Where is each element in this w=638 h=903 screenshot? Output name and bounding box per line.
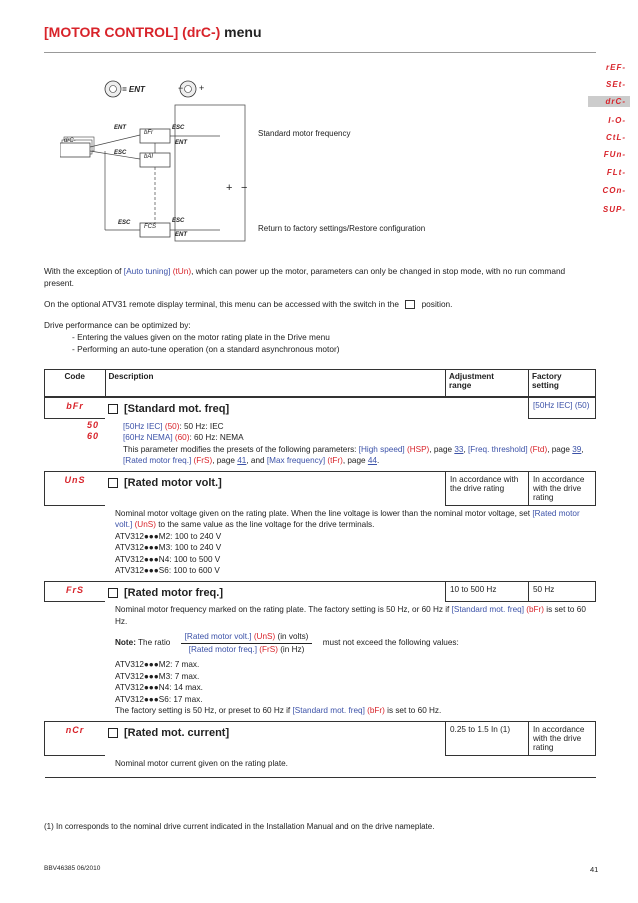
- parameter-table: [44, 369, 596, 778]
- side-menu-set[interactable]: SEt-: [606, 80, 626, 89]
- ratio-fraction: $\frac{\text{[Rated motor volt.] (UnS) (in volts)}}{\text{[Rated motor freq.] (FrS) (in Hz)}}$: [181, 631, 313, 655]
- svg-text:−: −: [178, 83, 184, 93]
- diagram-ent-1: ENT: [114, 125, 126, 131]
- ncr-adjustment: 0.25 to 1.5 In (1): [446, 721, 529, 755]
- code-ncr-cell: nCr: [45, 721, 106, 755]
- title-divider: [44, 52, 596, 53]
- side-menu-io[interactable]: I-O-: [608, 116, 626, 125]
- header-description: Description: [105, 370, 446, 398]
- code-bfr-cell: bFr: [45, 397, 106, 418]
- header-adjustment: Adjustment range: [446, 370, 529, 398]
- frs-note: Note: The ratio $\frac{\text{[Rated motor volt.] (UnS) (in volts)}}{\text{[Rated motor freq.] (FrS) (in Hz)}}$ must not exceed the following values:: [115, 632, 459, 654]
- svg-text:−: −: [241, 182, 248, 194]
- bfr-factory: [50Hz IEC] (50): [529, 397, 596, 418]
- diagram-esc-2: ESC: [114, 150, 127, 156]
- code-bai: bAI: [144, 154, 154, 160]
- footnote: (1) In corresponds to the nominal drive current indicated in the Installation Manual and on the drive nameplate.: [44, 822, 435, 831]
- knob-ent-icon: [105, 81, 121, 97]
- side-menu-drc[interactable]: drC-: [588, 96, 630, 107]
- footer-page-number: 41: [590, 865, 599, 874]
- table-header-row: [45, 370, 596, 398]
- table-row-frs: [45, 581, 596, 602]
- label-standard-freq: Standard motor frequency: [258, 129, 351, 138]
- bfr-subcodes: 50 60: [86, 419, 99, 441]
- intro-para-3: Drive performance can be optimized by:: [44, 320, 191, 330]
- diagram-esc-3: ESC: [118, 220, 131, 226]
- footer-docref: BBV46385 06/2010: [44, 865, 101, 872]
- code-frs-cell: FrS: [45, 581, 106, 602]
- ncr-description: Nominal motor current given on the rating plate.: [105, 755, 596, 778]
- diagram-esc-4: ESC: [172, 218, 185, 224]
- intro-bullet-1: - Entering the values given on the motor rating plate in the Drive menu: [72, 332, 330, 342]
- frs-adjustment: 10 to 500 Hz: [446, 581, 529, 602]
- table-row-bfr: [45, 397, 596, 418]
- svg-text:+: +: [199, 83, 205, 93]
- intro-bullet-2: - Performing an auto-tune operation (on a standard asynchronous motor): [72, 344, 340, 354]
- page-title: [44, 24, 262, 40]
- diagram-esc-1: ESC: [172, 125, 185, 131]
- code-drc: drC-: [64, 138, 76, 144]
- table-row-ncr: [45, 721, 596, 755]
- table-row-uns-body: [45, 505, 596, 581]
- table-row-frs-body: [45, 602, 596, 722]
- svg-text:+: +: [226, 182, 233, 194]
- code-uns-cell: UnS: [45, 471, 106, 505]
- uns-title: [Rated motor volt.]: [105, 471, 446, 505]
- checkbox-icon: [108, 404, 118, 414]
- intro-para-1: With the exception of [Auto tuning] (tUn), which can power up the motor, parameters can only be changed in stop mode, with no run command present.: [44, 266, 566, 288]
- diagram-ent-3: ENT: [175, 232, 187, 238]
- frs-description: Nominal motor frequency marked on the rating plate. The factory setting is 50 Hz, or 60 Hz if [Standard mot. freq] (bFr) is set to 60 Hz. Note: The ratio $\frac{\text{[Rated motor volt.] (UnS) (in volts)}}{\text{[Rated motor freq.] (FrS) (in Hz)}}$ must not exceed the following values: ATV312●●●M2: 7 max. ATV312●●●M3: 7 max. ATV312●●●N4: 14 max. ATV312●●●S6: 17 max. The factory setting is 50 Hz, or preset to 60 Hz if [Standard mot. freq] (bFr) is set to 60 Hz.: [105, 602, 596, 722]
- frs-title: [Rated motor freq.]: [105, 581, 446, 602]
- checkbox-icon: [108, 588, 118, 598]
- side-menu-con[interactable]: COn-: [602, 186, 626, 195]
- side-menu-ref[interactable]: rEF-: [606, 63, 626, 72]
- code-bfr: bFr: [144, 130, 153, 136]
- intro-para-2: On the optional ATV31 remote display terminal, this menu can be accessed with the switch in the position.: [44, 299, 453, 309]
- switch-lock-icon: [405, 300, 415, 309]
- table-row-bfr-body: [45, 418, 596, 471]
- label-return-factory: Return to factory settings/Restore configuration: [258, 224, 426, 233]
- bfr-description: [50Hz IEC] (50): 50 Hz: IEC [60Hz NEMA] (60): 60 Hz: NEMA This parameter modifies the presets of the following parameters: [High speed] (HSP), page 33, [Freq. threshold] (Ftd), page 39, [Rated motor freq.] (FrS), page 41, and [Max frequency] (tFr), page 44.: [123, 421, 584, 465]
- title-suffix: menu: [224, 24, 262, 40]
- side-menu-fun[interactable]: FUn-: [603, 150, 626, 159]
- checkbox-icon: [108, 728, 118, 738]
- side-menu-ctl[interactable]: CtL-: [606, 133, 626, 142]
- title-code: (drC-): [182, 24, 221, 40]
- uns-description: Nominal motor voltage given on the rating plate. When the line voltage is lower than the nominal motor voltage, set [Rated motor volt.] (UnS) to the same value as the line voltage for the drive terminals. ATV312●●●M2: 100 to 240 V ATV312●●●M3: 100 to 240 V ATV312●●●N4: 100 to 500 V ATV312●●●S6: 100 to 600 V: [115, 508, 580, 575]
- table-row-uns: [45, 471, 596, 505]
- navigation-diagram: [60, 75, 260, 255]
- frs-factory: 50 Hz: [529, 581, 596, 602]
- ent-legend: = ENT: [122, 85, 145, 94]
- intro-block: [44, 265, 589, 355]
- uns-factory: In accordance with the drive rating: [529, 471, 596, 505]
- title-prefix: [MOTOR CONTROL]: [44, 24, 179, 40]
- side-menu-sup[interactable]: SUP-: [602, 205, 626, 214]
- diagram-ent-2: ENT: [175, 140, 187, 146]
- ncr-title: [Rated mot. current]: [105, 721, 446, 755]
- table-row-ncr-body: [45, 755, 596, 778]
- header-factory: Factory setting: [529, 370, 596, 398]
- code-fcs: FCS: [144, 224, 156, 230]
- uns-adjustment: In accordance with the drive rating: [446, 471, 529, 505]
- header-code: Code: [45, 370, 106, 398]
- checkbox-icon: [108, 478, 118, 488]
- ncr-factory: In accordance with the drive rating: [529, 721, 596, 755]
- side-menu-flt[interactable]: FLt-: [606, 168, 626, 177]
- bfr-title: [Standard mot. freq]: [105, 397, 529, 418]
